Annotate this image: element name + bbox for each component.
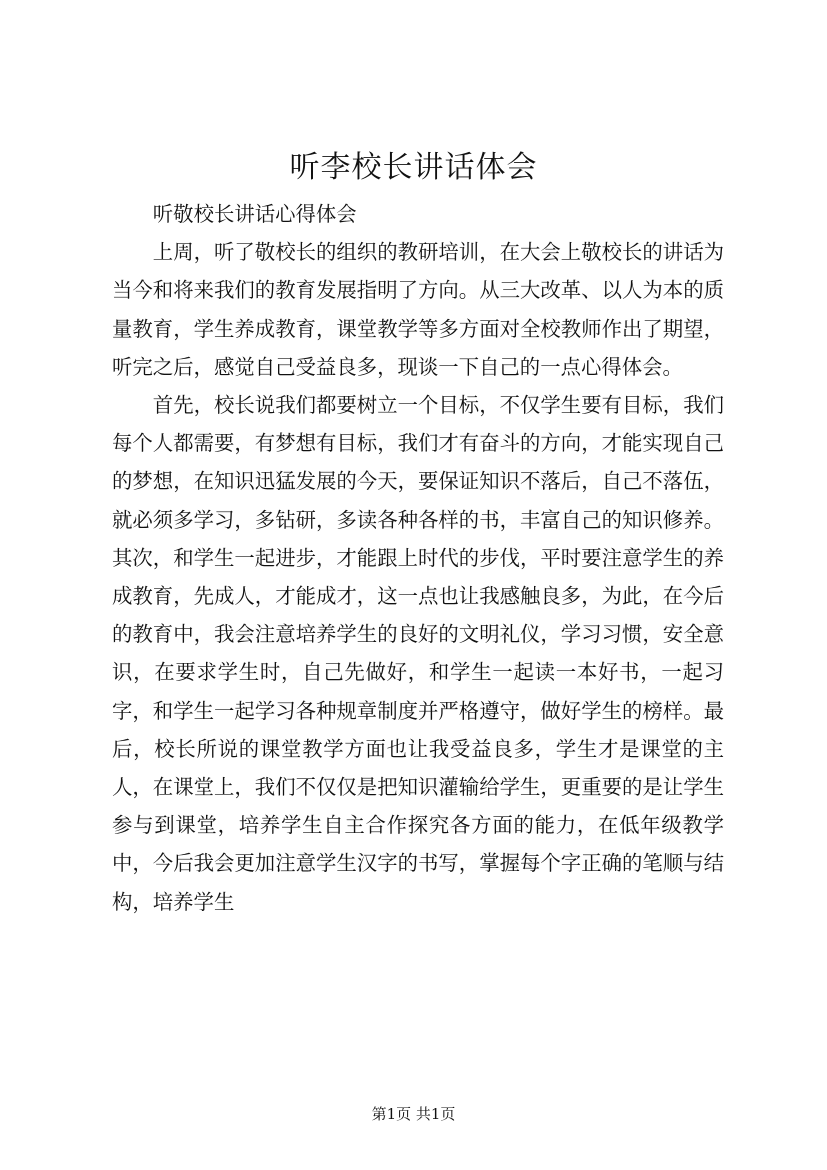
body-paragraph-2: 首先，校长说我们都要树立一个目标，不仅学生要有目标，我们每个人都需要，有梦想有目标，我们才有奋斗的方向，才能实现自己的梦想，在知识迅猛发展的今天，要保证知识不落后，自己不落伍，就必须多学习，多钻研，多读各种各样的书，丰富自己的知识修养。其次，和学生一起进步，才能跟上时代的步伐，平时要注意学生的养成教育，先成人，才能成才，这一点也让我感触良多，为此，在今后的教育中，我会注意培养学生的良好的文明礼仪，学习习惯，安全意识，在要求学生时，自己先做好，和学生一起读一本好书，一起习字，和学生一起学习各种规章制度并严格遵守，做好学生的榜样。最后，校长所说的课堂教学方面也让我受益良多，学生才是课堂的主人，在课堂上，我们不仅仅是把知识灌输给学生，更重要的是让学生参与到课堂，培养学生自主合作探究各方面的能力，在低年级教学中，今后我会更加注意学生汉字的书写，掌握每个字正确的笔顺与结构，培养学生 bbox=[112, 393, 724, 914]
body-paragraph-1: 上周，听了敬校长的组织的教研培训，在大会上敬校长的讲话为当今和将来我们的教育发展指明了方向。从三大改革、以人为本的质量教育，学生养成教育，课堂教学等多方面对全校教师作出了期望，听完之后，感觉自己受益良多，现谈一下自己的一点心得体会。 bbox=[112, 240, 724, 379]
page-number-footer: 第1页 共1页 bbox=[371, 1105, 456, 1123]
document-body bbox=[112, 195, 724, 921]
subtitle-paragraph: 听敬校长讲话心得体会 bbox=[152, 202, 357, 226]
document-title: 听李校长讲话体会 bbox=[289, 150, 538, 185]
